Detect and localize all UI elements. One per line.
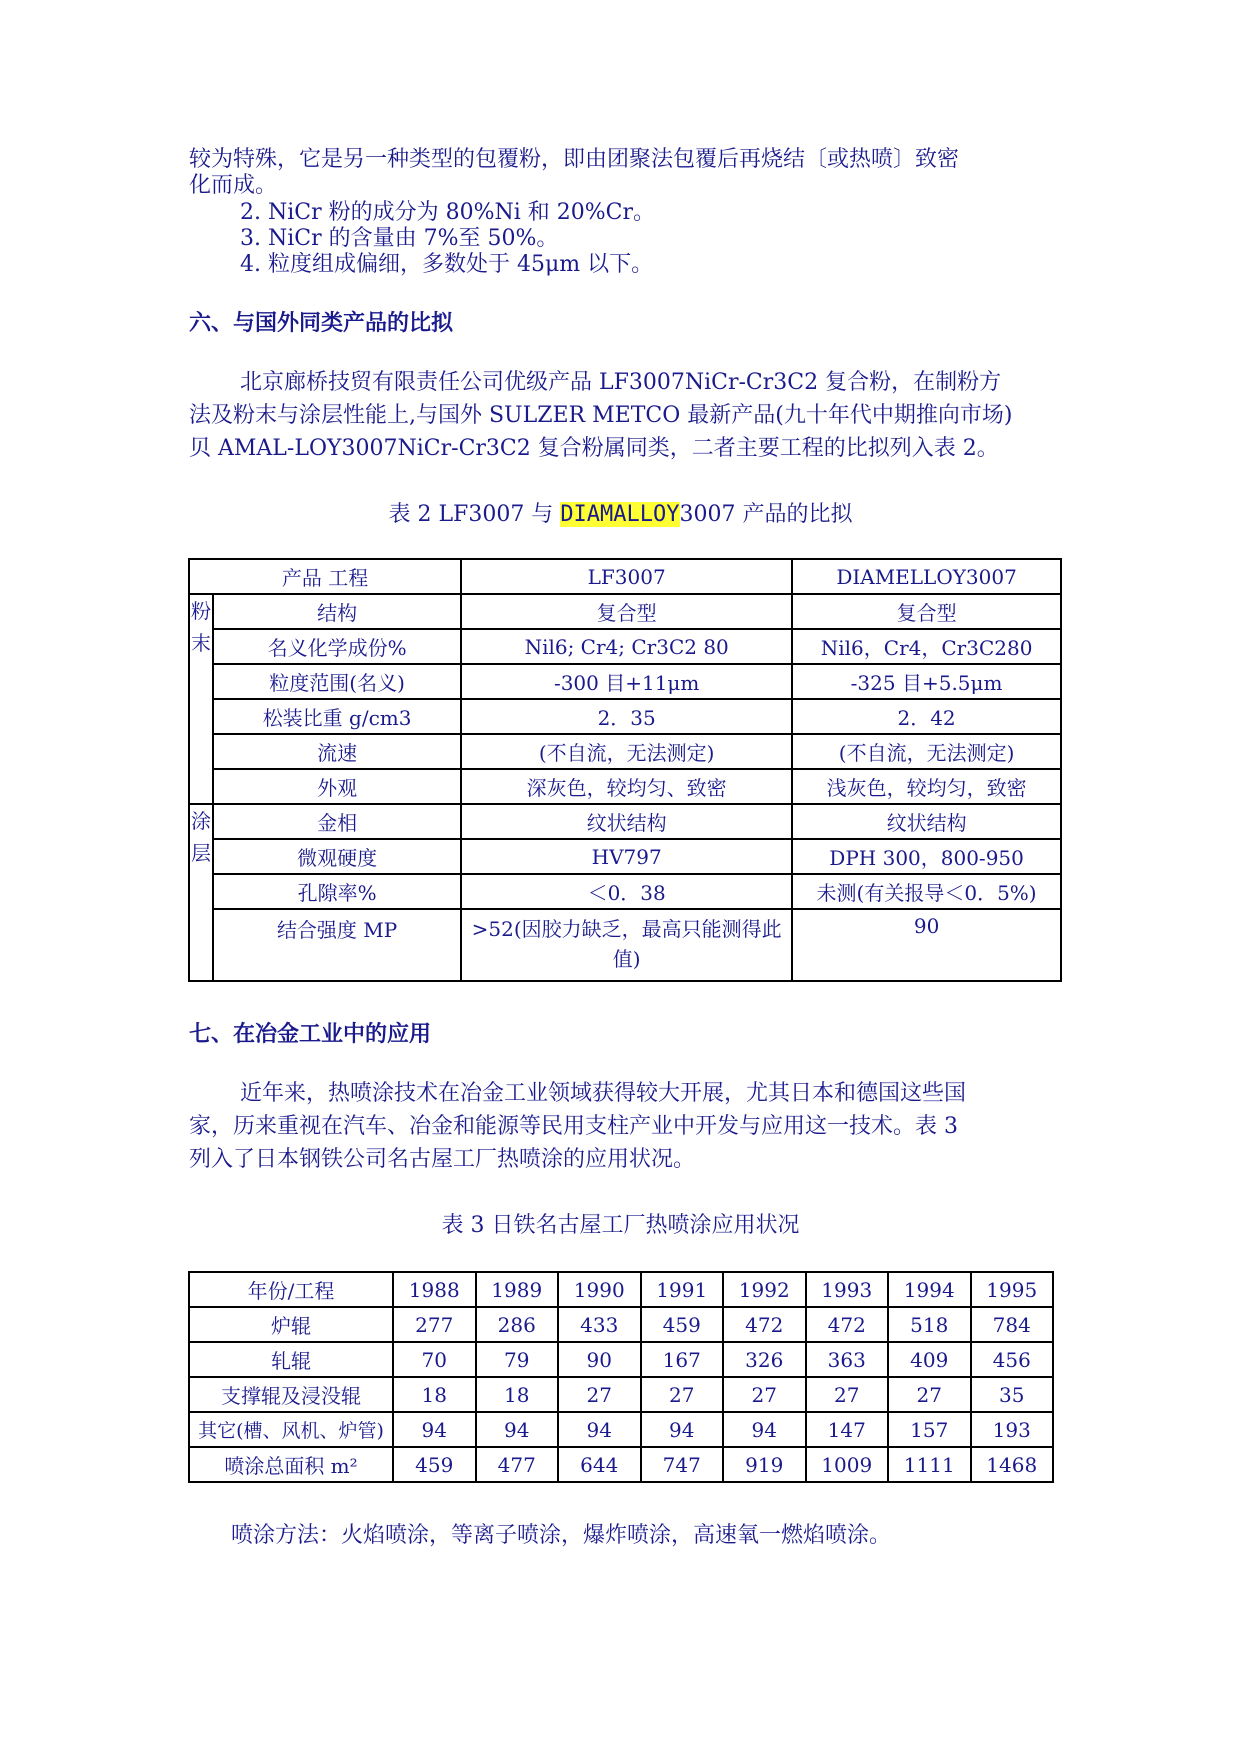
table-row: 孔隙率% ＜0．38 未测(有关报导＜0．5%) xyxy=(189,874,1061,909)
table-row: 涂层 金相 纹状结构 纹状结构 xyxy=(189,804,1061,839)
table-row: 产品 工程 LF3007 DIAMELLOY3007 xyxy=(189,559,1061,594)
table-row: 支撑辊及浸没辊 18 18 27 27 27 27 27 35 xyxy=(189,1377,1053,1412)
list-item-3: 3. NiCr 的含量由 7%至 50%。 xyxy=(240,226,559,251)
intro-line-1: 较为特殊，它是另一种类型的包覆粉，即由团聚法包覆后再烧结〔或热喷〕致密 xyxy=(189,147,960,172)
table-2-caption: 表 2 LF3007 与 DIAMALLOY3007 产品的比拟 xyxy=(388,502,853,527)
table-row: 炉辊 277 286 433 459 472 472 518 784 xyxy=(189,1307,1053,1342)
table-row: 结合强度 MP >52(因胶力缺乏，最高只能测得此值) 90 xyxy=(189,909,1061,981)
table-row: 名义化学成份% Nil6; Cr4; Cr3C2 80 Nil6，Cr4，Cr3C280 xyxy=(189,629,1061,664)
table-row: 轧辊 70 79 90 167 326 363 409 456 xyxy=(189,1342,1053,1377)
table-3-caption: 表 3 日铁名古屋工厂热喷涂应用状况 xyxy=(441,1213,800,1238)
table-row: 其它(槽、风机、炉管) 94 94 94 94 94 147 157 193 xyxy=(189,1412,1053,1447)
table-row: 微观硬度 HV797 DPH 300，800-950 xyxy=(189,839,1061,874)
list-item-4: 4. 粒度组成偏细，多数处于 45μm 以下。 xyxy=(240,252,654,277)
group-label-coating: 涂层 xyxy=(189,804,213,981)
section-6-para-line-3: 贝 AMAL-LOY3007NiCr-Cr3C2 复合粉属同类，二者主要工程的比拟列入表 2。 xyxy=(189,436,999,461)
section-6-para-line-2: 法及粉末与涂层性能上,与国外 SULZER METCO 最新产品(九十年代中期推向市场) xyxy=(189,403,1013,428)
section-6-para-line-1: 北京廊桥技贸有限责任公司优级产品 LF3007NiCr-Cr3C2 复合粉，在制粉方 xyxy=(240,370,1002,395)
table-row: 松装比重 g/cm3 2．35 2．42 xyxy=(189,699,1061,734)
group-label-powder: 粉末 xyxy=(189,594,213,804)
list-item-2: 2. NiCr 粉的成分为 80%Ni 和 20%Cr。 xyxy=(240,200,656,225)
spray-methods-text: 喷涂方法：火焰喷涂，等离子喷涂，爆炸喷涂，高速氧一燃焰喷涂。 xyxy=(231,1523,892,1548)
table-row: 粒度范围(名义) -300 目+11μm -325 目+5.5μm xyxy=(189,664,1061,699)
comparison-table xyxy=(188,558,1062,982)
section-7-para-line-1: 近年来，热喷涂技术在冶金工业领域获得较大开展，尤其日本和德国这些国 xyxy=(240,1081,967,1106)
application-table xyxy=(188,1271,1054,1483)
section-7-para-line-3: 列入了日本钢铁公司名古屋工厂热喷涂的应用状况。 xyxy=(189,1147,696,1172)
table-row: 外观 深灰色，较均匀、致密 浅灰色，较均匀，致密 xyxy=(189,769,1061,804)
section-6-heading: 六、与国外同类产品的比拟 xyxy=(189,311,454,336)
intro-line-2: 化而成。 xyxy=(189,173,278,198)
table-row: 喷涂总面积 m² 459 477 644 747 919 1009 1111 1468 xyxy=(189,1447,1053,1482)
highlighted-term: DIAMALLOY xyxy=(560,502,680,527)
table-row: 流速 (不自流，无法测定) (不自流，无法测定) xyxy=(189,734,1061,769)
section-7-para-line-2: 家，历来重视在汽车、冶金和能源等民用支柱产业中开发与应用这一技术。表 3 xyxy=(189,1114,958,1139)
table-row: 年份/工程 1988 1989 1990 1991 1992 1993 1994 1995 xyxy=(189,1272,1053,1307)
section-7-heading: 七、在冶金工业中的应用 xyxy=(189,1022,432,1047)
table-row: 粉末 结构 复合型 复合型 xyxy=(189,594,1061,629)
